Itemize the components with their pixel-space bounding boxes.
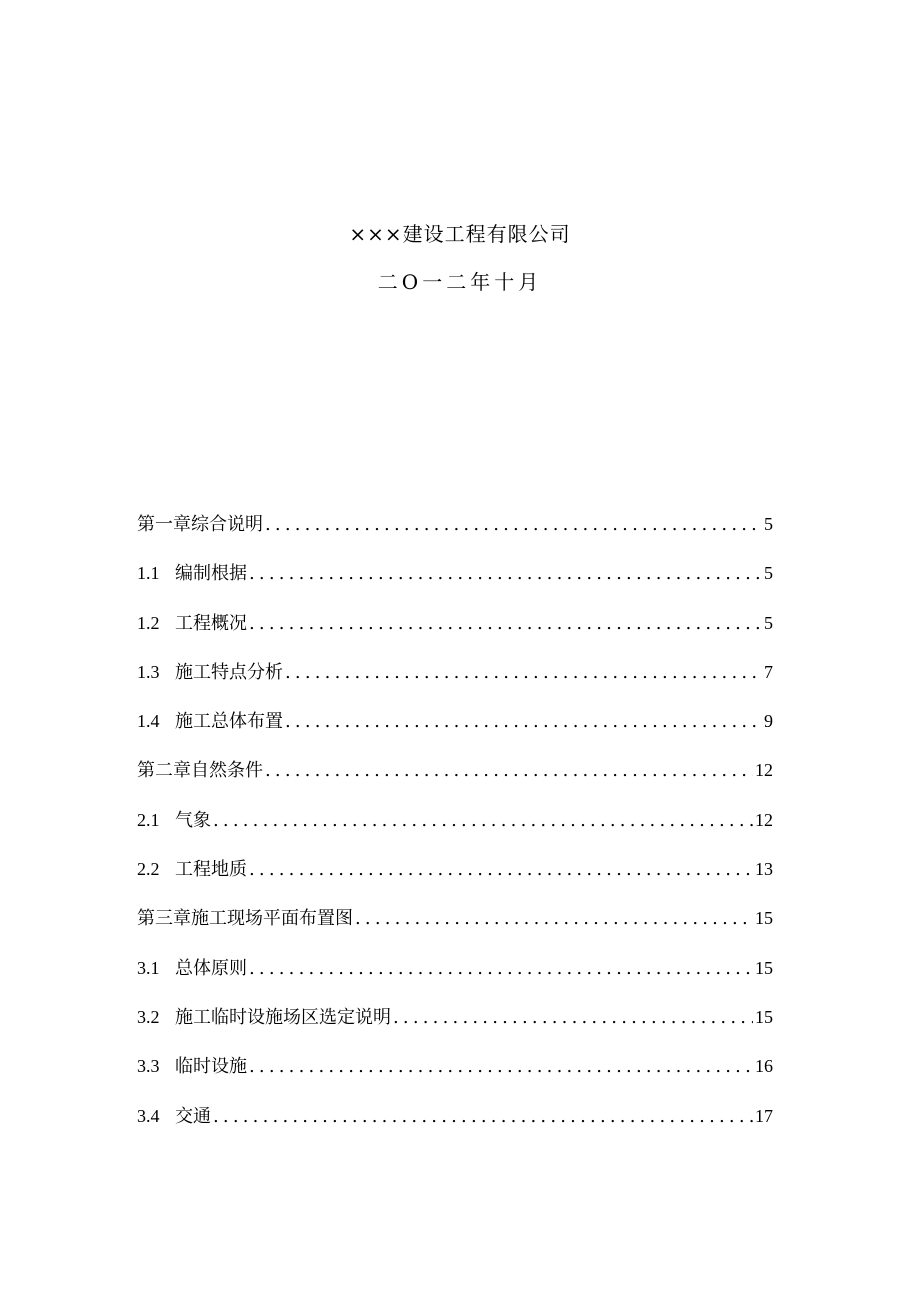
toc-dot-leader	[285, 708, 762, 736]
toc-entry-title: 编制根据	[175, 563, 247, 585]
toc-entry-page: 15	[755, 1006, 773, 1027]
toc-entry[interactable]	[137, 855, 773, 904]
toc-entry-number: 1.3	[137, 661, 160, 682]
toc-entry-title: 施工临时设施场区选定说明	[175, 1006, 391, 1028]
toc-entry-title: 交通	[175, 1105, 211, 1127]
toc-entry-page: 13	[755, 859, 773, 880]
toc-entry-page: 7	[764, 661, 773, 682]
toc-entry-number: 3.3	[137, 1056, 160, 1077]
toc-entry[interactable]	[137, 559, 773, 608]
toc-dot-leader	[249, 1053, 753, 1081]
toc-entry[interactable]	[137, 707, 773, 756]
company-name: ×××建设工程有限公司	[349, 222, 571, 246]
toc-dot-leader	[249, 955, 753, 983]
toc-entry-number: 2.1	[137, 809, 160, 830]
toc-dot-leader	[265, 511, 762, 539]
toc-entry-page: 12	[755, 760, 773, 781]
toc-entry-number: 1.1	[137, 563, 160, 584]
toc-dot-leader	[355, 905, 753, 933]
toc-entry[interactable]	[137, 1003, 773, 1052]
toc-entry-page: 17	[755, 1105, 773, 1126]
document-date: 二O一二年十月	[377, 270, 543, 294]
toc-entry[interactable]	[137, 954, 773, 1003]
toc-entry-title: 工程概况	[175, 612, 247, 634]
toc-entry-title: 施工总体布置	[175, 711, 283, 733]
toc-entry[interactable]	[137, 1102, 773, 1151]
toc-entry-title: 临时设施	[175, 1056, 247, 1078]
toc-entry-number: 2.2	[137, 859, 160, 880]
toc-entry-title: 气象	[175, 809, 211, 831]
toc-dot-leader	[393, 1004, 753, 1032]
toc-dot-leader	[249, 560, 762, 588]
toc-entry-page: 15	[755, 908, 773, 929]
toc-entry-title: 施工特点分析	[175, 661, 283, 683]
toc-entry-page: 9	[764, 711, 773, 732]
toc-entry[interactable]	[137, 609, 773, 658]
toc-entry[interactable]	[137, 904, 773, 953]
toc-entry[interactable]	[137, 1052, 773, 1101]
toc-dot-leader	[285, 659, 762, 687]
toc-entry[interactable]	[137, 806, 773, 855]
toc-dot-leader	[213, 807, 753, 835]
toc-entry-number: 1.2	[137, 612, 160, 633]
toc-dot-leader	[249, 610, 762, 638]
toc-entry-page: 15	[755, 957, 773, 978]
toc-entry[interactable]	[137, 658, 773, 707]
toc-entry-page: 5	[764, 563, 773, 584]
toc-entry-page: 5	[764, 612, 773, 633]
toc-entry-number: 3.1	[137, 957, 160, 978]
toc-dot-leader	[213, 1103, 753, 1131]
toc-dot-leader	[265, 757, 753, 785]
toc-entry-page: 12	[755, 809, 773, 830]
toc-entry-number: 1.4	[137, 711, 160, 732]
table-of-contents	[137, 510, 773, 1151]
toc-dot-leader	[249, 856, 753, 884]
toc-entry-page: 5	[764, 514, 773, 534]
toc-entry-title: 第一章综合说明	[137, 514, 263, 535]
toc-entry-title: 第三章施工现场平面布置图	[137, 908, 353, 930]
toc-entry-title: 第二章自然条件	[137, 760, 263, 782]
toc-entry[interactable]	[137, 510, 773, 559]
toc-entry[interactable]	[137, 756, 773, 805]
toc-entry-title: 总体原则	[175, 957, 247, 979]
toc-entry-number: 3.4	[137, 1105, 160, 1126]
toc-entry-number: 3.2	[137, 1006, 160, 1027]
toc-entry-page: 16	[755, 1056, 773, 1077]
toc-entry-title: 工程地质	[175, 859, 247, 881]
